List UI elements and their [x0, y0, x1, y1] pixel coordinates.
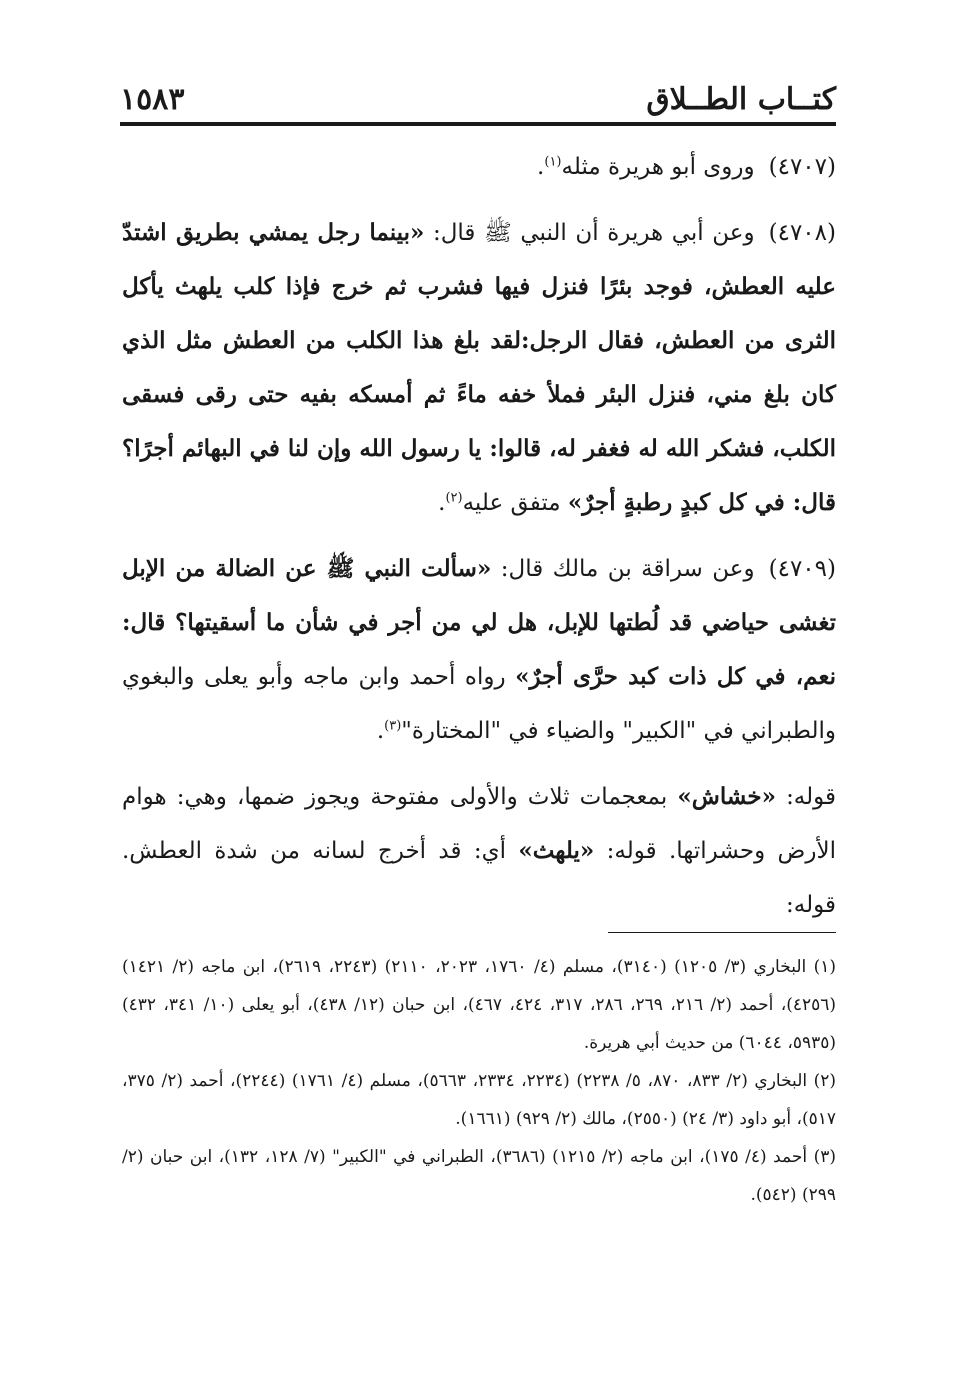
- hadith-intro: وعن أبي هريرة أن النبي ﷺ قال:: [432, 220, 755, 246]
- glossed-word: «يلهث»: [518, 837, 595, 864]
- footnote-ref[interactable]: (٢): [445, 490, 463, 506]
- hadith-number: (٤٧٠٩): [768, 556, 836, 582]
- commentary-text: قوله:: [786, 784, 837, 810]
- hadith-matn: «بينما رجل يمشي بطريق اشتدّ عليه العطش، فوجد بئرًا فنزل فيها فشرب ثم خرج فإذا كلب يلهث يأكل الثرى من العطش، فقال الرجل:لقد بلغ هذا الكلب من العطش مثل الذي كان بلغ مني، فنزل البئر فملأ خفه ماءً ثم أمسكه بفيه حتى رقى فسقى الكلب، فشكر الله له فغفر له، قالوا: يا رسول الله وإن لنا في البهائم أجرًا؟ قال: في كل كبدٍ رطبةٍ أجرٌ»: [122, 219, 836, 516]
- footnote-separator: [608, 932, 836, 933]
- glossed-word: «خشاش»: [677, 783, 776, 810]
- hadith-source: متفق عليه: [462, 490, 561, 516]
- sentence-end: .: [537, 154, 545, 180]
- hadith-number: (٤٧٠٧): [768, 154, 836, 180]
- commentary: [122, 770, 836, 932]
- running-title: كتــاب الطــلاق: [646, 82, 836, 117]
- hadith-source: رواه أحمد وابن ماجه وأبو يعلى والبغوي والطبراني في "الكبير" والضياء في "المختارة": [122, 664, 836, 744]
- hadith-4708: [122, 206, 836, 530]
- commentary-text: بمعجمات ثلاث والأولى مفتوحة ويجوز ضمها، وهي: هوام الأرض وحشراتها. قوله:: [122, 784, 836, 864]
- sentence-end: .: [376, 718, 385, 744]
- header-rule: [120, 122, 836, 126]
- footnote-1: (١) البخاري (٣/ ١٢٠٥) (٣١٤٠)، مسلم (٤/ ١٧٦٠، ٢٠٢٣، ٢١١٠) (٢٢٤٣، ٢٦١٩)، ابن ماجه (٢/ ١٤٢١) (٤٢٥٦)، أحمد (٢/ ٢١٦، ٢٦٩، ٢٨٦، ٣١٧، ٤٢٤، ٤٦٧)، ابن حبان (١٢/ ٤٣٨)، أبو يعلى (١٠/ ٣٤١، ٤٣٢) (٥٩٣٥، ٦٠٤٤) من حديث أبي هريرة.: [122, 957, 837, 1053]
- hadith-intro: وعن سراقة بن مالك قال:: [500, 556, 755, 582]
- hadith-text: وروى أبو هريرة مثله: [561, 154, 755, 180]
- hadith-matn: «سألت النبي ﷺ عن الضالة من الإبل تغشى حياضي قد لُطتها للإبل، هل لي من أجر في شأن ما أسقيتها؟ قال: نعم، في كل ذات كبد حرَّى أجرٌ»: [122, 555, 836, 690]
- sentence-end: .: [438, 490, 446, 516]
- page-number: ١٥٨٣: [120, 82, 185, 117]
- footnotes: [122, 948, 836, 1214]
- footnote-ref[interactable]: (١): [544, 154, 562, 170]
- page-header: [120, 78, 836, 122]
- hadith-4709: [122, 542, 836, 758]
- hadith-number: (٤٧٠٨): [768, 220, 836, 246]
- hadith-4707: [122, 140, 836, 194]
- footnote-3: (٣) أحمد (٤/ ١٧٥)، ابن ماجه (٢/ ١٢١٥) (٣٦٨٦)، الطبراني في "الكبير" (٧/ ١٢٨، ١٣٢)، ابن حبان (٢/ ٢٩٩) (٥٤٢).: [122, 1147, 837, 1205]
- commentary-text: أي: قد أخرج لسانه من شدة العطش. قوله:: [122, 838, 836, 918]
- footnote-2: (٢) البخاري (٢/ ٨٣٣، ٨٧٠، ٥/ ٢٢٣٨) (٢٢٣٤، ٢٣٣٤، ٥٦٦٣)، مسلم (٤/ ١٧٦١) (٢٢٤٤)، أحمد (٢/ ٣٧٥، ٥١٧)، أبو داود (٣/ ٢٤) (٢٥٥٠)، مالك (٢/ ٩٢٩) (١٦٦١).: [122, 1071, 837, 1129]
- footnote-ref[interactable]: (٣): [384, 718, 402, 734]
- main-text: [122, 140, 836, 944]
